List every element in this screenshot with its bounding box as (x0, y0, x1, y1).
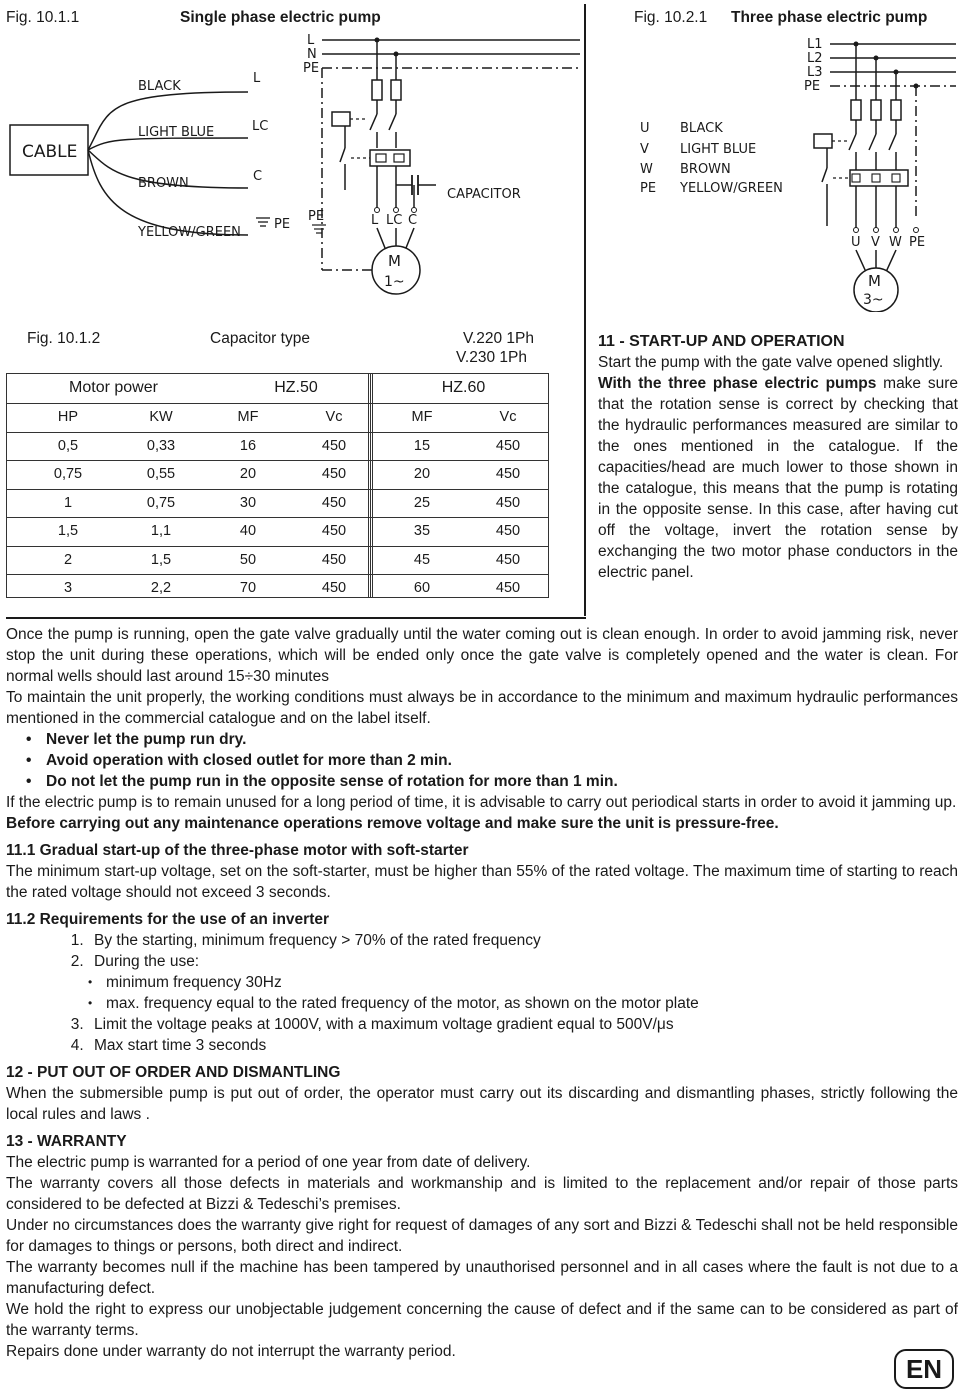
pe-label: PE (308, 209, 325, 224)
fig2-number: Fig. 10.2.1 (634, 9, 708, 26)
cell-kw: 1,1 (150, 523, 172, 539)
wire-black: BLACK (138, 79, 181, 94)
inverter-subitem: • max. frequency equal to the rated frequency of the motor, as shown on the motor plate (88, 993, 958, 1014)
phase-pe-code: PE (640, 181, 657, 196)
cell-mf-50: 30 (239, 494, 257, 511)
terminal-l: L (253, 71, 261, 86)
bus-l1: L1 (807, 37, 823, 52)
motor-label-3ph: M (868, 272, 881, 290)
phase-v-code: V (640, 142, 649, 157)
bus-l: L (307, 33, 315, 48)
fig2-title: Three phase electric pump (731, 9, 928, 26)
section11-2-heading: 11.2 Requirements for the use of an inverter (6, 911, 330, 928)
table-divider-hz (368, 373, 371, 598)
cell-hp: 3 (63, 580, 73, 596)
cable-label: CABLE (22, 142, 78, 162)
cell-vc-50: 450 (321, 523, 347, 539)
col-mf-50: MF (237, 409, 259, 425)
section11-p2-bold: With the three phase electric pumps (598, 375, 877, 392)
table-group-header (6, 373, 549, 403)
motor-sub: 1~ (384, 274, 405, 290)
cell-mf-60: 35 (413, 523, 431, 539)
phase-pe-color: YELLOW/GREEN (680, 181, 783, 196)
col-kw: KW (149, 409, 173, 425)
fig1-title: Single phase electric pump (180, 9, 381, 26)
col-vc-60: Vc (499, 409, 517, 425)
warning-list (6, 729, 958, 792)
motor-power-header: Motor power (69, 379, 158, 396)
cell-kw: 2,2 (150, 580, 172, 596)
section-rule (6, 617, 586, 619)
warning-item: • Do not let the pump run in the opposite sense of rotation for more than 1 min. (26, 771, 958, 792)
cell-hp: 1,5 (57, 523, 79, 539)
col-mf-60: MF (411, 409, 433, 425)
motor-term-w: W (889, 235, 902, 250)
cell-mf-50: 70 (239, 580, 257, 596)
warning-item: • Avoid operation with closed outlet for more than 2 min. (26, 750, 958, 771)
inverter-item: 3. Limit the voltage peaks at 1000V, with a maximum voltage gradient equal to 500V/μs (88, 1014, 958, 1035)
wire-brown: BROWN (138, 176, 189, 191)
inverter-item: 2. During the use: (88, 951, 958, 972)
wire-yellow-green: YELLOW/GREEN (138, 225, 241, 240)
section12-heading: 12 - PUT OUT OF ORDER AND DISMANTLING (6, 1064, 341, 1081)
cell-vc-50: 450 (321, 494, 347, 511)
cell-vc-50: 450 (321, 437, 347, 454)
cell-vc-60: 450 (495, 523, 521, 539)
capacitor-label: CAPACITOR (447, 187, 521, 202)
phase-u-code: U (640, 121, 650, 136)
table-fig-number: Fig. 10.1.2 (27, 330, 101, 347)
cell-kw: 0,75 (146, 494, 176, 511)
table-row (6, 432, 549, 461)
cell-vc-50: 450 (321, 466, 347, 482)
section11-heading: 11 - START-UP AND OPERATION (598, 333, 845, 350)
table-row (6, 489, 549, 518)
cell-mf-50: 20 (239, 466, 257, 482)
cell-vc-50: 450 (321, 580, 347, 596)
bus-n: N (307, 47, 317, 62)
cell-hp: 0,5 (57, 437, 79, 454)
inverter-subitem: • minimum frequency 30Hz (88, 972, 958, 993)
section11-p3: Once the pump is running, open the gate valve gradually until the water coming out is clean enough. In order to avoid jamming risk, never stop the unit during these operations, which will be ended only once the gate valve is completely opened and the water is clean. For normal wells should last around 15÷30 minutes (6, 626, 958, 685)
three-phase-wiring-diagram (630, 30, 958, 312)
table-column-header (6, 403, 549, 432)
cell-mf-60: 15 (413, 437, 431, 454)
cell-mf-50: 40 (239, 523, 257, 539)
table-row (6, 460, 549, 489)
table-voltage-1: V.220 1Ph (463, 330, 534, 347)
main-text (6, 624, 958, 1362)
section11-p4: To maintain the unit properly, the working conditions must always be in accordance to the minimum and maximum hydraulic performances mentioned in the commercial catalogue and on the label itself. (6, 689, 958, 727)
phase-w-code: W (640, 162, 653, 177)
cell-hp: 1 (63, 494, 73, 511)
cell-vc-60: 450 (495, 551, 521, 568)
cell-vc-50: 450 (321, 551, 347, 568)
cell-kw: 0,33 (146, 437, 176, 454)
wire-light-blue: LIGHT BLUE (138, 125, 215, 140)
warning-item: • Never let the pump run dry. (26, 729, 958, 750)
cell-mf-60: 60 (413, 580, 431, 596)
table-voltage-2: V.230 1Ph (456, 349, 527, 366)
table-row (6, 517, 549, 546)
cell-hp: 0,75 (53, 466, 83, 482)
phase-v-color: LIGHT BLUE (680, 142, 757, 157)
cell-mf-60: 20 (413, 466, 431, 482)
warranty-paragraph: Under no circumstances does the warranty give right for request of damages of any sort and Bizzi & Tedeschi shall not be held responsible for damages to things or persons, both direct and indirect. (6, 1217, 958, 1255)
section13-heading: 13 - WARRANTY (6, 1133, 127, 1150)
section11-intro (598, 331, 958, 583)
bus-pe: PE (303, 61, 320, 76)
inverter-item: 1. By the starting, minimum frequency > 70% of the rated frequency (88, 930, 958, 951)
motor-term-lc: LC (386, 213, 403, 228)
bus-pe: PE (804, 79, 821, 94)
inverter-list (6, 930, 958, 972)
cell-kw: 0,55 (146, 466, 176, 482)
section11-p6: Before carrying out any maintenance operations remove voltage and make sure the unit is pressure-free. (6, 815, 779, 832)
warranty-paragraph: We hold the right to express our unobjectable judgement concerning the cause of defect and if the same can to be considered as part of the warranty terms. (6, 1301, 958, 1339)
section11-p5: If the electric pump is to remain unused for a long period of time, it is advisable to carry out periodical starts in order to avoid it jamming up. (6, 794, 957, 811)
section12-text: When the submersible pump is put out of order, the operator must carry out its discarding and dismantling phases, strictly following the local rules and laws . (6, 1085, 958, 1123)
warranty-paragraph: The electric pump is warranted for a period of one year from date of delivery. (6, 1154, 531, 1171)
cell-vc-60: 450 (495, 437, 521, 454)
column-divider (584, 4, 586, 616)
section11-p1: Start the pump with the gate valve opened slightly. (598, 354, 944, 371)
fig1-number: Fig. 10.1.1 (6, 9, 80, 26)
cell-vc-60: 450 (495, 580, 521, 596)
motor-label: M (388, 252, 401, 270)
motor-sub-3ph: 3~ (863, 292, 884, 308)
capacitor-table (6, 373, 549, 603)
cell-mf-60: 45 (413, 551, 431, 568)
motor-term-v: V (871, 235, 880, 250)
col-vc-50: Vc (325, 409, 343, 425)
section11-p2-rest: make sure that the rotation sense is correct by checking that the hydraulic performances measured are similar to the ones mentioned in the catalogue. If the capacities/head are much lower to those shown in the catalogue, this means that the pump is rotating in the opposite sense. In this case, after having cut off the voltage, invert the rotation sense by exchanging the two motor phase conductors in the electric panel. (598, 375, 958, 581)
warranty-paragraph: The warranty covers all those defects in materials and workmanship and is limited to the replacement and/or repair of those parts considered to be defected at Bizzi & Tedeschi’s premises. (6, 1175, 958, 1213)
motor-term-u: U (851, 235, 861, 250)
table-row (6, 574, 549, 603)
cell-mf-50: 50 (239, 551, 257, 568)
phase-u-color: BLACK (680, 121, 723, 136)
col-hp: HP (57, 409, 79, 425)
cell-kw: 1,5 (150, 551, 172, 568)
phase-w-color: BROWN (680, 162, 731, 177)
hz50-header: HZ.50 (274, 379, 318, 396)
terminal-pe: PE (274, 217, 291, 232)
motor-term-c: C (408, 213, 418, 228)
bus-l2: L2 (807, 51, 823, 66)
terminal-lc: LC (252, 119, 269, 134)
cell-mf-50: 16 (239, 437, 257, 454)
language-badge: EN (894, 1349, 954, 1389)
table-divider-hz-2 (372, 373, 373, 598)
table-row (6, 546, 549, 575)
terminal-c: C (253, 169, 263, 184)
warranty-paragraph: The warranty becomes null if the machine has been tampered by unauthorised personnel and in all cases where the fault is not due to a manufacturing defect. (6, 1259, 958, 1297)
cell-vc-60: 450 (495, 494, 521, 511)
inverter-list-cont (6, 1014, 958, 1056)
cell-mf-60: 25 (413, 494, 431, 511)
warranty-paragraph: Repairs done under warranty do not interrupt the warranty period. (6, 1343, 456, 1360)
section11-p2 (598, 373, 958, 583)
section11-1-heading: 11.1 Gradual start-up of the three-phase motor with soft-starter (6, 842, 469, 859)
inverter-sublist (6, 972, 958, 1014)
inverter-item: 4. Max start time 3 seconds (88, 1035, 958, 1056)
table-title: Capacitor type (210, 330, 310, 347)
hz60-header: HZ.60 (441, 379, 486, 396)
motor-term-pe: PE (909, 235, 926, 250)
cell-vc-60: 450 (495, 466, 521, 482)
cell-hp: 2 (63, 551, 73, 568)
section11-1-text: The minimum start-up voltage, set on the soft-starter, must be higher than 55% of the rated voltage. The maximum time of starting to reach the rated voltage should not exceed 3 seconds. (6, 863, 958, 901)
single-phase-wiring-diagram (0, 30, 584, 310)
motor-term-l: L (371, 213, 379, 228)
bus-l3: L3 (807, 65, 823, 80)
